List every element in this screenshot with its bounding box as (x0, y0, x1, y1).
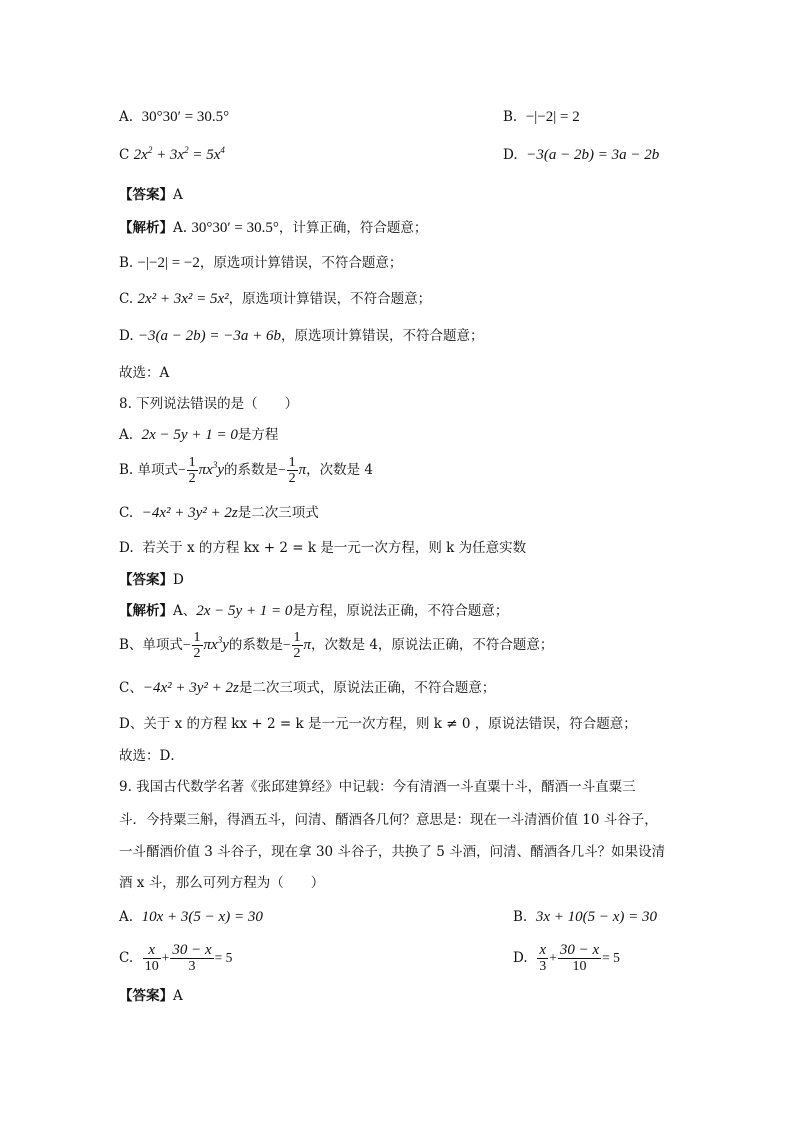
fraction-half: $\frac{1}{2}$ (188, 455, 196, 486)
expr-part: + 3x (152, 147, 185, 163)
analysis-tag: 【解析】 (119, 603, 173, 619)
option-expr: −3(a − 2b) = 3a − 2b (526, 147, 660, 163)
q7-option-c (119, 145, 225, 165)
option-text: 的系数是 (224, 462, 278, 478)
answer-tag: 【答案】 (119, 988, 173, 1004)
option-text: 是二次三项式 (237, 505, 319, 521)
q7-option-b (503, 107, 580, 127)
expr-part: 2x (133, 147, 148, 163)
fraction (143, 943, 161, 974)
q7-answer (119, 185, 183, 205)
option-label: C. (119, 505, 134, 521)
q8-option-b: B. 单项式− $\frac{1}{2}$ $\pi x^3y$的系数是− $\frac{1}{2}$ π，次数是 4 (119, 455, 374, 486)
analysis-text: D、关于 x 的方程 kx + 2 = k 是一元一次方程，则 k ≠ 0 ，原说法错误，符合题意； (119, 716, 637, 732)
analysis-prefix: B、单项式 (119, 637, 183, 653)
analysis-text: 的系数是 (228, 637, 283, 653)
fraction-half: $\frac{1}{2}$ (193, 630, 201, 661)
q7-analysis-b (119, 253, 402, 273)
analysis-prefix: A. (173, 220, 188, 236)
q9-option-a (119, 907, 263, 927)
q7-option-d (503, 145, 659, 165)
choose-text: 故选：A (119, 365, 170, 381)
q8-analysis-b: B、单项式− $\frac{1}{2}$ $\pi x^3y$的系数是− $\frac{1}{2}$ π，次数是 4，原说法正确，不符合题意； (119, 630, 554, 661)
numerator: 30 − x (172, 942, 212, 958)
answer-tag: 【答案】 (119, 187, 173, 203)
option-label: B. (513, 909, 528, 925)
q7-analysis-c (119, 289, 431, 309)
numerator: 30 − x (559, 942, 600, 958)
q8-answer (119, 570, 184, 590)
option-label: A. (119, 109, 134, 125)
q7-choose (119, 363, 169, 383)
expr-part: = 5x (188, 147, 221, 163)
option-label: A. (119, 427, 134, 443)
q9-stem-line-1 (119, 777, 636, 797)
answer-tag: 【答案】 (119, 572, 173, 588)
q7-option-a (119, 107, 229, 127)
option-expr: 3x + 10(5 − x) = 30 (535, 909, 657, 925)
q9-stem-line-4 (119, 873, 324, 893)
fraction-half: $\frac{1}{2}$ (293, 630, 301, 661)
q8-option-a (119, 425, 278, 445)
q8-choose (119, 746, 184, 766)
rhs: = 5 (602, 950, 620, 965)
analysis-expr: −3(a − 2b) = −3a + 6b (137, 328, 282, 344)
q8-analysis-d (119, 714, 637, 734)
answer-value: A (173, 187, 183, 203)
option-label: B. (503, 109, 518, 125)
analysis-tag: 【解析】 (119, 220, 173, 236)
fraction-half: $\frac{1}{2}$ (288, 455, 296, 486)
option-expr: −4x² + 3y² + 2z (141, 505, 238, 521)
option-expr: 30°30′ = 30.5° (141, 109, 230, 125)
analysis-expr: 2x² + 3x² = 5x² (137, 291, 229, 307)
q8-analysis-a (119, 601, 508, 621)
option-label: C. (119, 950, 134, 966)
q9-option-b (513, 907, 657, 927)
analysis-text: ，原选项计算错误，不符合题意； (199, 255, 403, 271)
option-label: D. (503, 147, 518, 163)
answer-value: A (173, 988, 183, 1004)
option-expr: −|−2| = 2 (525, 109, 580, 125)
denominator: 3 (539, 959, 547, 974)
denominator: 10 (144, 959, 159, 974)
analysis-expr: −4x² + 3y² + 2z (142, 680, 239, 696)
analysis-prefix: B. (119, 255, 134, 271)
q9-stem-line-2 (119, 810, 658, 830)
option-label: B. (119, 462, 134, 478)
q8-option-c (119, 503, 319, 523)
option-label: D. (513, 950, 528, 966)
option-label: C (119, 147, 130, 163)
question-stem: 9. 我国古代数学名著《张邱建算经》中记载：今有清酒一斗直粟十斗，醑酒一斗直粟三 (119, 779, 636, 795)
fraction (170, 943, 213, 974)
option-text: 单项式 (137, 462, 179, 478)
q9-stem-line-3 (119, 842, 665, 862)
q8-option-d (119, 538, 526, 558)
fraction (558, 943, 601, 974)
choose-text: 故选：D． (119, 748, 184, 764)
analysis-prefix: D. (119, 328, 134, 344)
option-text: ，次数是 4 (306, 462, 374, 478)
option-text: 若关于 x 的方程 kx + 2 = k 是一元一次方程，则 k 为任意实数 (142, 540, 527, 556)
denominator: 3 (188, 959, 196, 974)
analysis-text: ，原选项计算错误，不符合题意； (228, 291, 432, 307)
analysis-text: 是方程，原说法正确，不符合题意； (292, 603, 509, 619)
q7-analysis-a (119, 218, 427, 238)
answer-value: D (173, 572, 184, 588)
option-expr: 10x + 3(5 − x) = 30 (141, 909, 263, 925)
analysis-prefix: C. (119, 291, 134, 307)
analysis-expr: 30°30′ = 30.5° (191, 220, 279, 236)
analysis-text: ，计算正确，符合题意； (278, 220, 428, 236)
analysis-expr: −|−2| = −2 (137, 255, 200, 271)
fraction (537, 943, 548, 974)
analysis-text: 是二次三项式，原说法正确，不符合题意； (238, 680, 496, 696)
question-stem: 斗．今持粟三斛，得酒五斗，问清、醑酒各几何？意思是：现在一斗清酒价值 10 斗谷子， (119, 812, 658, 828)
question-stem: 8. 下列说法错误的是（ ） (119, 396, 299, 412)
option-label: D. (119, 540, 134, 556)
numerator: x (143, 943, 161, 959)
analysis-prefix: C、 (119, 680, 143, 696)
analysis-text: ，次数是 4，原说法正确，不符合题意； (311, 637, 554, 653)
q8-analysis-c (119, 678, 495, 698)
q8-stem (119, 394, 298, 414)
analysis-prefix: A、 (173, 603, 197, 619)
question-stem: 一斗醑酒价值 3 斗谷子，现在拿 30 斗谷子，共换了 5 斗酒，问清、醑酒各几斗？如果设清 (119, 844, 666, 860)
rhs: = 5 (214, 950, 233, 965)
question-stem: 酒 x 斗，那么可列方程为（ ） (119, 875, 325, 891)
option-expr: $2x^2 + 3x^2 = 5x^4$ (133, 145, 225, 163)
analysis-text: ，原选项计算错误，不符合题意； (281, 328, 484, 344)
denominator: 10 (572, 959, 587, 974)
analysis-expr: 2x − 5y + 1 = 0 (196, 603, 293, 619)
q7-analysis-d (119, 326, 484, 346)
option-expr: 2x − 5y + 1 = 0 (141, 427, 238, 443)
q9-answer (119, 986, 183, 1006)
numerator: x (537, 943, 548, 959)
q9-option-c: C. $\frac{x}{10}$ + $\frac{30 - x}{3}$ = 5 (119, 942, 233, 974)
q9-option-d: D. $\frac{x}{3}$ + $\frac{30 - x}{10}$ = 5 (513, 942, 620, 974)
option-label: A. (119, 909, 134, 925)
option-text: 是方程 (237, 427, 279, 443)
